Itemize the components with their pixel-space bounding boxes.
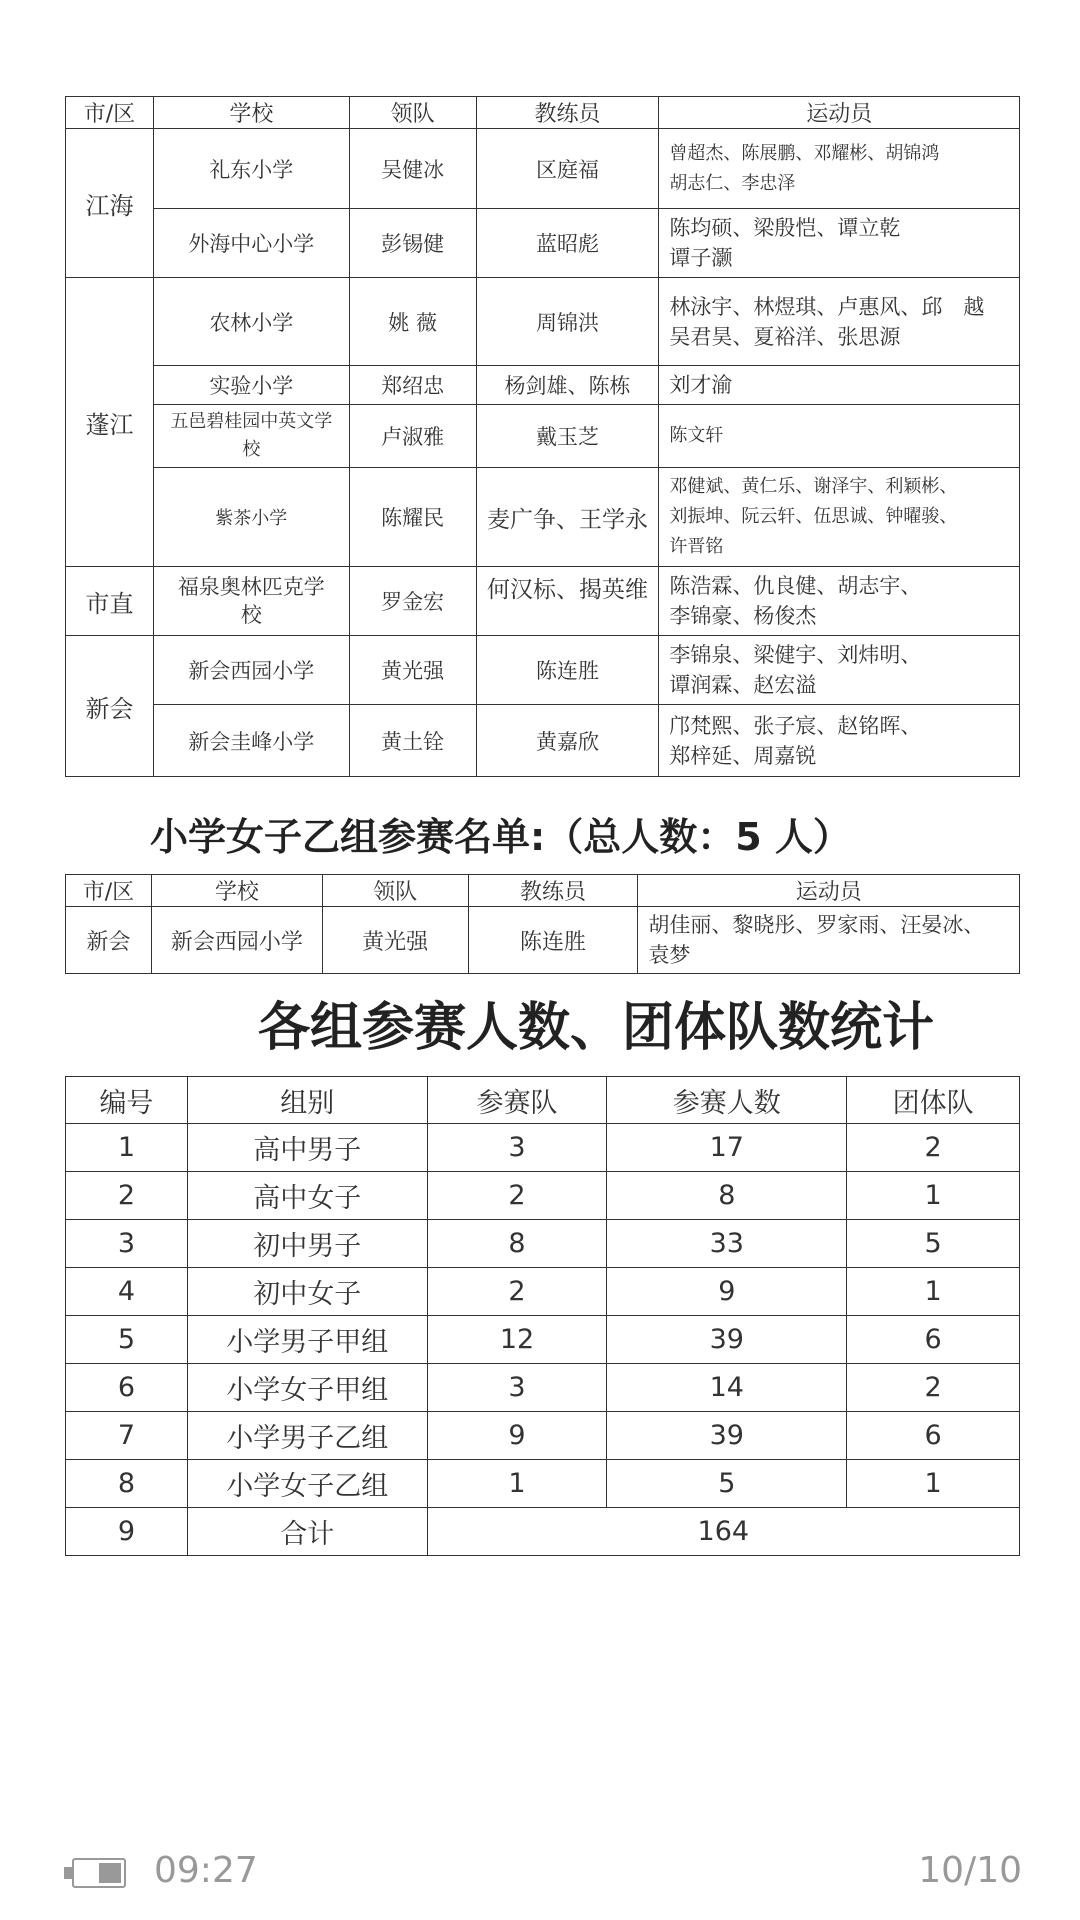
header-school: 学校 — [153, 97, 349, 129]
athlete-line: 李锦豪、杨俊杰 — [669, 604, 817, 628]
status-time: 09:27 — [154, 1850, 258, 1891]
coach-cell: 何汉标、揭英维 — [476, 567, 659, 636]
header-group: 组别 — [187, 1077, 427, 1124]
group-cell: 小学男子乙组 — [187, 1412, 427, 1460]
table-row — [66, 567, 1020, 636]
teams-cell: 2 — [427, 1172, 607, 1220]
teams-cell: 3 — [427, 1364, 607, 1412]
athlete-line: 谭子灏 — [669, 246, 733, 270]
teams-cell: 1 — [427, 1460, 607, 1508]
table-row — [66, 1316, 1020, 1364]
header-athletes: 运动员 — [659, 97, 1020, 129]
leader-cell: 彭锡健 — [349, 209, 476, 278]
girls-b-roster-table — [65, 874, 1020, 974]
people-cell: 39 — [607, 1412, 847, 1460]
coach-cell: 杨剑雄、陈栋 — [476, 366, 659, 405]
people-cell: 39 — [607, 1316, 847, 1364]
athletes-cell — [659, 278, 1020, 366]
athlete-line: 胡志仁、李忠泽 — [669, 172, 796, 194]
athlete-line: 胡佳丽、黎晓彤、罗家雨、汪晏冰、 — [648, 913, 985, 937]
people-cell: 33 — [607, 1220, 847, 1268]
table-row — [66, 405, 1020, 468]
header-coach: 教练员 — [476, 97, 659, 129]
table-row — [66, 1172, 1020, 1220]
leader-cell: 黄光强 — [349, 636, 476, 705]
athlete-line: 邝梵熙、张子宸、赵铭晖、 — [669, 713, 922, 738]
athlete-line: 李锦泉、梁健宇、刘炜明、 — [669, 643, 922, 667]
team-groups-cell: 6 — [847, 1316, 1020, 1364]
school-cell: 紫茶小学 — [153, 468, 349, 567]
table-row — [66, 1460, 1020, 1508]
leader-cell: 卢淑雅 — [349, 405, 476, 468]
coach-cell: 陈连胜 — [476, 636, 659, 705]
table-row — [66, 209, 1020, 278]
table-header-row — [66, 97, 1020, 129]
number-cell: 3 — [66, 1220, 188, 1268]
athlete-line: 曾超杰、陈展鹏、邓耀彬、胡锦鸿 — [669, 142, 940, 164]
group-cell: 小学男子甲组 — [187, 1316, 427, 1364]
athlete-line: 陈均硕、梁殷恺、谭立乾 — [669, 216, 901, 240]
athlete-line: 刘才渝 — [669, 373, 733, 397]
leader-cell: 陈耀民 — [349, 468, 476, 567]
header-athletes: 运动员 — [638, 875, 1020, 907]
region-cell: 新会 — [66, 907, 152, 974]
leader-cell: 吴健冰 — [349, 129, 476, 209]
teams-cell: 8 — [427, 1220, 607, 1268]
school-cell: 新会西园小学 — [151, 907, 322, 974]
coach-cell: 黄嘉欣 — [476, 705, 659, 777]
teams-cell: 3 — [427, 1124, 607, 1172]
table-row — [66, 1364, 1020, 1412]
region-cell: 市直 — [66, 567, 154, 636]
athlete-line: 许晋铭 — [669, 536, 724, 557]
number-cell: 8 — [66, 1460, 188, 1508]
table-row — [66, 1124, 1020, 1172]
table-row — [66, 1268, 1020, 1316]
school-cell: 福泉奥林匹克学校 — [153, 567, 349, 636]
leader-cell: 罗金宏 — [349, 567, 476, 636]
coach-cell: 陈连胜 — [468, 907, 638, 974]
total-label-cell: 合计 — [187, 1508, 427, 1556]
number-cell: 2 — [66, 1172, 188, 1220]
leader-cell: 黄光强 — [322, 907, 468, 974]
page-indicator: 10/10 — [918, 1850, 1022, 1891]
group-cell: 初中女子 — [187, 1268, 427, 1316]
coach-cell: 周锦洪 — [476, 278, 659, 366]
athletes-cell — [659, 405, 1020, 468]
stats-table — [65, 1076, 1020, 1556]
table-header-row — [66, 875, 1020, 907]
athletes-cell — [659, 567, 1020, 636]
table-row — [66, 636, 1020, 705]
leader-cell: 姚 薇 — [349, 278, 476, 366]
athlete-line: 郑梓延、周嘉锐 — [669, 743, 817, 768]
header-number: 编号 — [66, 1077, 188, 1124]
header-leader: 领队 — [349, 97, 476, 129]
athlete-line: 邓健斌、黄仁乐、谢泽宇、利颖彬、 — [669, 476, 958, 497]
athlete-line: 陈浩霖、仇良健、胡志宇、 — [669, 574, 922, 598]
teams-cell: 9 — [427, 1412, 607, 1460]
team-groups-cell: 2 — [847, 1124, 1020, 1172]
group-cell: 小学女子乙组 — [187, 1460, 427, 1508]
coach-cell: 蓝昭彪 — [476, 209, 659, 278]
total-row — [66, 1508, 1020, 1556]
number-cell: 9 — [66, 1508, 188, 1556]
athletes-cell — [659, 705, 1020, 777]
number-cell: 4 — [66, 1268, 188, 1316]
school-cell: 礼东小学 — [153, 129, 349, 209]
header-people: 参赛人数 — [607, 1077, 847, 1124]
header-team-groups: 团体队 — [847, 1077, 1020, 1124]
team-roster-table — [65, 96, 1020, 777]
number-cell: 1 — [66, 1124, 188, 1172]
table-row — [66, 366, 1020, 405]
people-cell: 9 — [607, 1268, 847, 1316]
team-groups-cell: 1 — [847, 1268, 1020, 1316]
school-cell: 外海中心小学 — [153, 209, 349, 278]
section-title: 小学女子乙组参赛名单:（总人数：5 人） — [150, 815, 851, 859]
header-region: 市/区 — [66, 97, 154, 129]
total-value-cell: 164 — [427, 1508, 1019, 1556]
athletes-cell — [659, 209, 1020, 278]
region-cell: 蓬江 — [66, 278, 154, 567]
leader-cell: 黄土铨 — [349, 705, 476, 777]
school-cell: 农林小学 — [153, 278, 349, 366]
school-cell: 新会西园小学 — [153, 636, 349, 705]
table-row — [66, 278, 1020, 366]
region-cell: 江海 — [66, 129, 154, 278]
battery-icon — [62, 1858, 130, 1890]
table-row — [66, 1220, 1020, 1268]
leader-cell: 郑绍忠 — [349, 366, 476, 405]
coach-cell: 区庭福 — [476, 129, 659, 209]
athlete-line: 吴君昊、夏裕洋、张思源 — [669, 324, 901, 349]
teams-cell: 12 — [427, 1316, 607, 1364]
coach-cell: 戴玉芝 — [476, 405, 659, 468]
table-row — [66, 1412, 1020, 1460]
team-groups-cell: 1 — [847, 1172, 1020, 1220]
team-groups-cell: 6 — [847, 1412, 1020, 1460]
people-cell: 17 — [607, 1124, 847, 1172]
table-row — [66, 129, 1020, 209]
people-cell: 5 — [607, 1460, 847, 1508]
athlete-line: 林泳宇、林煜琪、卢惠风、邱 越 — [669, 294, 985, 319]
number-cell: 5 — [66, 1316, 188, 1364]
athletes-cell — [659, 468, 1020, 567]
header-teams: 参赛队 — [427, 1077, 607, 1124]
stats-title: 各组参赛人数、团体队数统计 — [258, 998, 935, 1058]
people-cell: 14 — [607, 1364, 847, 1412]
team-groups-cell: 2 — [847, 1364, 1020, 1412]
group-cell: 小学女子甲组 — [187, 1364, 427, 1412]
athletes-cell — [659, 366, 1020, 405]
school-cell: 五邑碧桂园中英文学校 — [153, 405, 349, 468]
athletes-cell — [638, 907, 1020, 974]
athletes-cell — [659, 636, 1020, 705]
table-row — [66, 907, 1020, 974]
athlete-line: 谭润霖、赵宏溢 — [669, 673, 817, 697]
table-row — [66, 468, 1020, 567]
header-coach: 教练员 — [468, 875, 638, 907]
people-cell: 8 — [607, 1172, 847, 1220]
group-cell: 高中男子 — [187, 1124, 427, 1172]
group-cell: 初中男子 — [187, 1220, 427, 1268]
team-groups-cell: 5 — [847, 1220, 1020, 1268]
coach-cell: 麦广争、王学永 — [476, 468, 659, 567]
table-row — [66, 705, 1020, 777]
header-region: 市/区 — [66, 875, 152, 907]
table-header-row — [66, 1077, 1020, 1124]
teams-cell: 2 — [427, 1268, 607, 1316]
group-cell: 高中女子 — [187, 1172, 427, 1220]
header-leader: 领队 — [322, 875, 468, 907]
athlete-line: 刘振坤、阮云轩、伍思诚、钟曜骏、 — [669, 506, 958, 527]
school-cell: 实验小学 — [153, 366, 349, 405]
number-cell: 6 — [66, 1364, 188, 1412]
region-cell: 新会 — [66, 636, 154, 777]
team-groups-cell: 1 — [847, 1460, 1020, 1508]
number-cell: 7 — [66, 1412, 188, 1460]
school-cell: 新会圭峰小学 — [153, 705, 349, 777]
athletes-cell — [659, 129, 1020, 209]
athlete-line: 陈文轩 — [669, 425, 724, 446]
athlete-line: 袁梦 — [648, 943, 691, 967]
header-school: 学校 — [151, 875, 322, 907]
